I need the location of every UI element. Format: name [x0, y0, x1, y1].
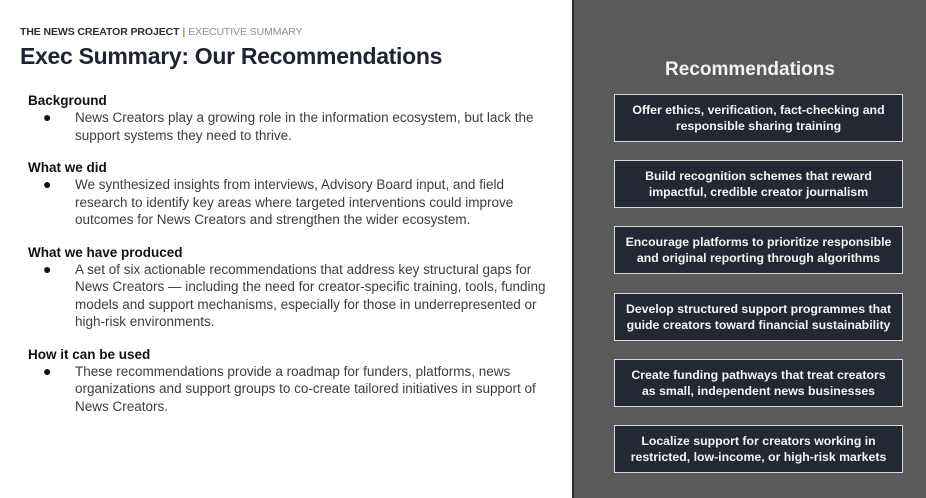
section-heading: What we have produced — [28, 244, 183, 260]
breadcrumb — [20, 26, 302, 38]
recommendations-title: Recommendations — [665, 59, 835, 80]
project-name: THE NEWS CREATOR PROJECT — [20, 26, 180, 38]
page-title: Exec Summary: Our Recommendations — [20, 43, 443, 69]
section-name: EXECUTIVE SUMMARY — [188, 26, 303, 38]
recommendations-panel — [574, 0, 926, 498]
section-background — [28, 92, 558, 144]
recommendation-card: Create funding pathways that treat creators as small, independent news businesses — [614, 359, 903, 407]
recommendation-card: Develop structured support programmes that guide creators toward financial sustainability — [614, 293, 903, 341]
section-what-we-produced — [28, 244, 558, 331]
breadcrumb-separator: | — [182, 26, 186, 38]
section-heading: How it can be used — [28, 346, 151, 362]
bullet-text: A set of six actionable recommendations that address key structural gaps for News Creators — including the need for creator-specific training, tools, funding models and support mechanisms, especially for those in underrepresented or high-risk environments. — [75, 261, 546, 329]
recommendation-card: Offer ethics, verification, fact-checking and responsible sharing training — [614, 94, 903, 142]
section-heading: Background — [28, 93, 107, 108]
recommendation-card: Encourage platforms to prioritize responsible and original reporting through algorithms — [614, 226, 903, 274]
bullet-text: We synthesized insights from interviews, Advisory Board input, and field research to identify key areas where targeted interventions could improve outcomes for News Creators and strengthen the wider ecosystem. — [75, 177, 514, 227]
section-heading: What we did — [28, 160, 107, 175]
bullet-item — [28, 261, 558, 331]
recommendation-card: Build recognition schemes that reward impactful, credible creator journalism — [614, 160, 903, 208]
recommendation-card: Localize support for creators working in restricted, low-income, or high-risk markets — [614, 425, 903, 473]
section-what-we-did — [28, 159, 558, 229]
bullet-icon: ● — [43, 362, 52, 379]
bullet-text: News Creators play a growing role in the information ecosystem, but lack the support systems they need to thrive. — [75, 110, 534, 143]
bullet-icon: ● — [43, 176, 52, 192]
bullet-item — [28, 109, 558, 144]
bullet-icon: ● — [43, 109, 52, 125]
bullet-text: These recommendations provide a roadmap for funders, platforms, news organizations and support groups to co-create tailored initiatives in support of News Creators. — [75, 363, 536, 414]
summary-sections — [28, 92, 558, 430]
section-how-used — [28, 346, 558, 416]
bullet-item — [28, 363, 558, 416]
bullet-item — [28, 176, 558, 229]
bullet-icon: ● — [43, 260, 52, 277]
